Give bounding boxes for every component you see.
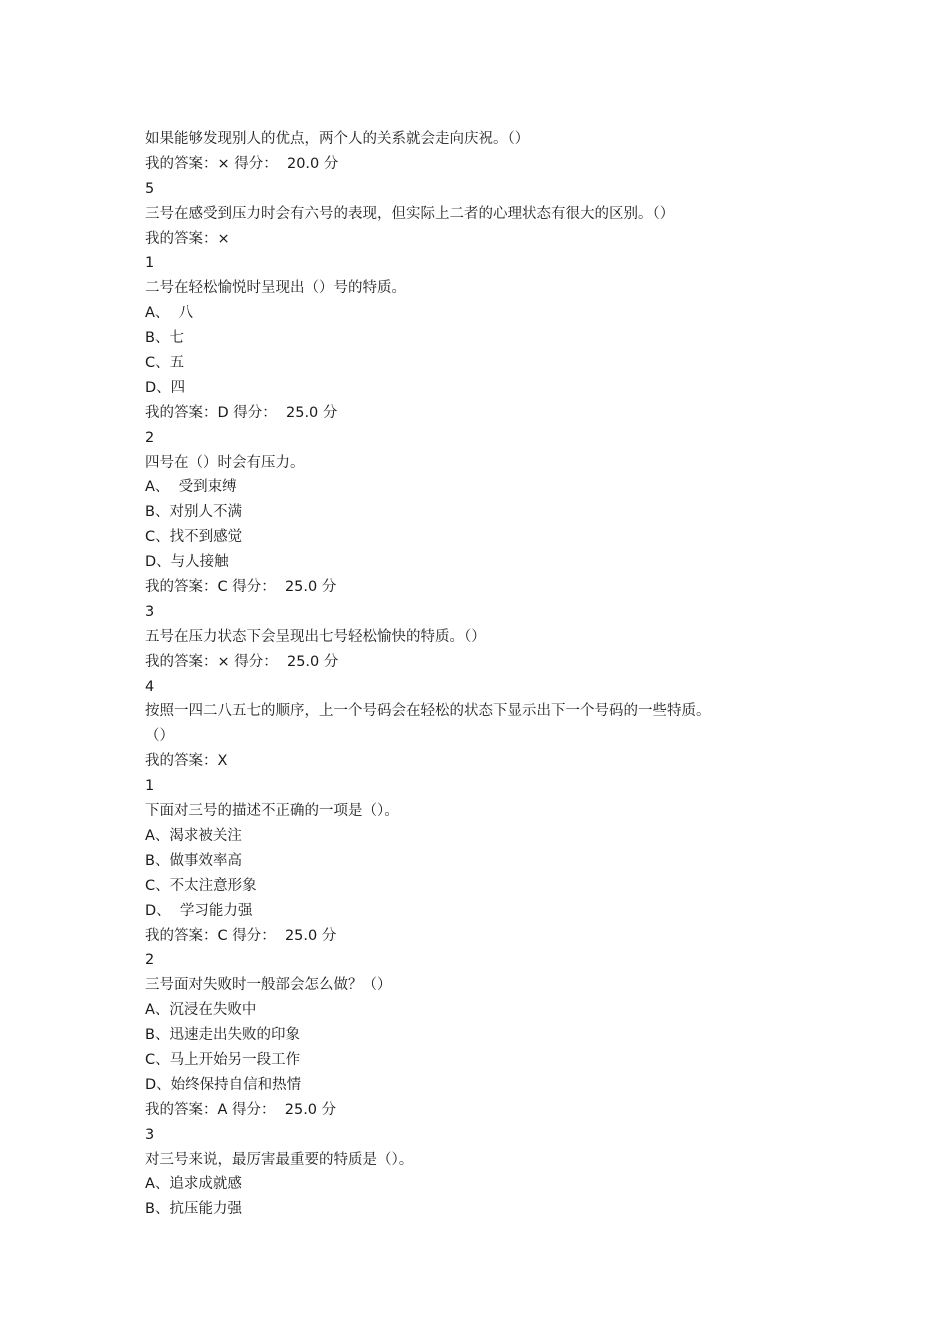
question-number: 3 bbox=[145, 603, 155, 620]
answer-line: 我的答案：× bbox=[145, 230, 230, 247]
text-line: 如果能够发现别人的优点，两个人的关系就会走向庆祝。（） bbox=[145, 131, 530, 147]
option-c: C、马上开始另一段工作 bbox=[145, 1051, 301, 1068]
question-text-continued: （） bbox=[145, 728, 174, 745]
question-text: 四号在（）时会有压力。 bbox=[145, 454, 305, 471]
option-a: A、追求成就感 bbox=[145, 1176, 242, 1193]
option-d: D、始终保持自信和热情 bbox=[145, 1076, 302, 1093]
document-body bbox=[145, 127, 825, 1222]
option-b: B、抗压能力强 bbox=[145, 1201, 242, 1218]
question-number: 2 bbox=[145, 429, 155, 446]
question-text: 对三号来说，最厉害最重要的特质是（）。 bbox=[145, 1151, 414, 1168]
answer-line: 我的答案：× 得分： 20.0 分 bbox=[145, 155, 339, 172]
option-d: D、四 bbox=[145, 379, 186, 396]
option-b: B、七 bbox=[145, 330, 184, 347]
question-text: 二号在轻松愉悦时呈现出（）号的特质。 bbox=[145, 280, 406, 297]
option-d: D、与人接触 bbox=[145, 554, 229, 571]
option-a: A、沉浸在失败中 bbox=[145, 1002, 257, 1019]
option-b: B、迅速走出失败的印象 bbox=[145, 1027, 300, 1044]
option-d: D、 学习能力强 bbox=[145, 902, 253, 919]
option-b: B、做事效率高 bbox=[145, 852, 242, 869]
option-b: B、对别人不满 bbox=[145, 504, 242, 521]
question-text: 三号在感受到压力时会有六号的表现，但实际上二者的心理状态有很大的区别。（） bbox=[145, 205, 675, 222]
question-text: 五号在压力状态下会呈现出七号轻松愉快的特质。（） bbox=[145, 628, 486, 645]
question-number: 4 bbox=[145, 678, 155, 695]
question-text: 按照一四二八五七的顺序，上一个号码会在轻松的状态下显示出下一个号码的一些特质。 bbox=[145, 703, 711, 720]
option-a: A、 八 bbox=[145, 305, 194, 322]
question-number: 1 bbox=[145, 778, 155, 795]
question-number: 3 bbox=[145, 1126, 155, 1143]
option-c: C、找不到感觉 bbox=[145, 529, 243, 546]
question-text: 下面对三号的描述不正确的一项是（）。 bbox=[145, 803, 399, 820]
answer-line: 我的答案：D 得分： 25.0 分 bbox=[145, 404, 338, 421]
answer-line: 我的答案：× 得分： 25.0 分 bbox=[145, 653, 339, 670]
answer-line: 我的答案：X bbox=[145, 753, 228, 770]
option-a: A、渴求被关注 bbox=[145, 827, 242, 844]
question-number: 2 bbox=[145, 952, 155, 969]
question-text: 三号面对失败时一般部会怎么做？（） bbox=[145, 977, 392, 994]
option-c: C、五 bbox=[145, 355, 185, 372]
option-a: A、 受到束缚 bbox=[145, 479, 237, 496]
question-number: 5 bbox=[145, 180, 155, 197]
answer-line: 我的答案：C 得分： 25.0 分 bbox=[145, 579, 337, 596]
option-c: C、不太注意形象 bbox=[145, 877, 257, 894]
answer-line: 我的答案：C 得分： 25.0 分 bbox=[145, 927, 337, 944]
question-number: 1 bbox=[145, 255, 155, 272]
answer-line: 我的答案：A 得分： 25.0 分 bbox=[145, 1101, 337, 1118]
